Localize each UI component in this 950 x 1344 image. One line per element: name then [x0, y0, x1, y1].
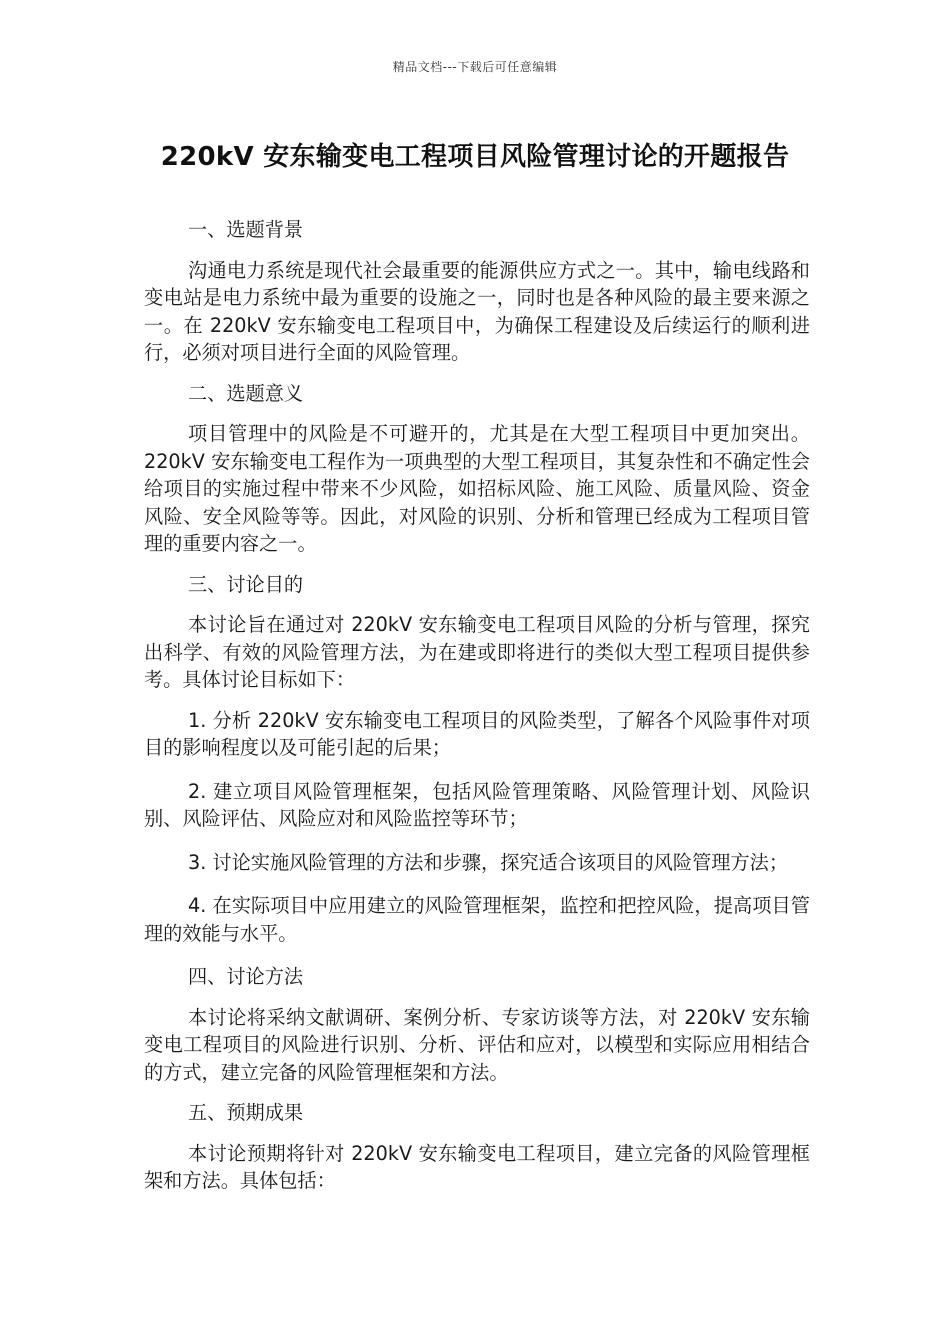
section-heading: 五、预期成果 — [188, 1101, 304, 1124]
paragraph: 本讨论旨在通过对 220kV 安东输变电工程项目风险的分析与管理，探究出科学、有效的风险管理方法，为在建或即将进行的类似大型工程项目提供参考。具体讨论目标如下： — [144, 613, 810, 691]
document-body — [144, 216, 810, 1208]
document-title: 220kV 安东输变电工程项目风险管理讨论的开题报告 — [160, 142, 790, 172]
paragraph: 本讨论将采纳文献调研、案例分析、专家访谈等方法，对 220kV 安东输变电工程项目的风险进行识别、分析、评估和应对，以模型和实际应用相结合的方式，建立完备的风险管理框架和方法。 — [144, 1005, 810, 1084]
header-note: 精品文档---下载后可任意编辑 — [392, 60, 558, 74]
list-item: 2. 建立项目风险管理框架，包括风险管理策略、风险管理计划、风险识别、风险评估、风险应对和风险监控等环节； — [144, 779, 810, 830]
list-item: 3. 讨论实施风险管理的方法和步骤，探究适合该项目的风险管理方法； — [188, 850, 789, 874]
paragraph: 本讨论预期将针对 220kV 安东输变电工程项目，建立完备的风险管理框架和方法。具体包括： — [144, 1141, 810, 1192]
paragraph: 项目管理中的风险是不可避开的，尤其是在大型工程项目中更加突出。220kV 安东输变电工程作为一项典型的大型工程项目，其复杂性和不确定性会给项目的实施过程中带来不少风险，如招标风险、施工风险、质量风险、资金风险、安全风险等等。因此，对风险的识别、分析和管理已经成为工程项目管理的重要内容之一。 — [144, 422, 810, 555]
list-item: 4. 在实际项目中应用建立的风险管理框架，监控和把控风险，提高项目管理的效能与水平。 — [144, 894, 810, 945]
section-heading: 四、讨论方法 — [188, 965, 304, 988]
section-heading: 二、选题意义 — [188, 381, 304, 405]
section-heading: 三、讨论目的 — [188, 572, 304, 596]
paragraph: 沟通电力系统是现代社会最重要的能源供应方式之一。其中，输电线路和变电站是电力系统中最为重要的设施之一，同时也是各种风险的最主要来源之一。在 220kV 安东输变电工程项目中，为确保工程建设及后续运行的顺利进行，必须对项目进行全面的风险管理。 — [144, 258, 810, 364]
list-item: 1. 分析 220kV 安东输变电工程项目的风险类型，了解各个风险事件对项目的影响程度以及可能引起的后果； — [144, 708, 810, 759]
section-heading: 一、选题背景 — [188, 218, 304, 241]
